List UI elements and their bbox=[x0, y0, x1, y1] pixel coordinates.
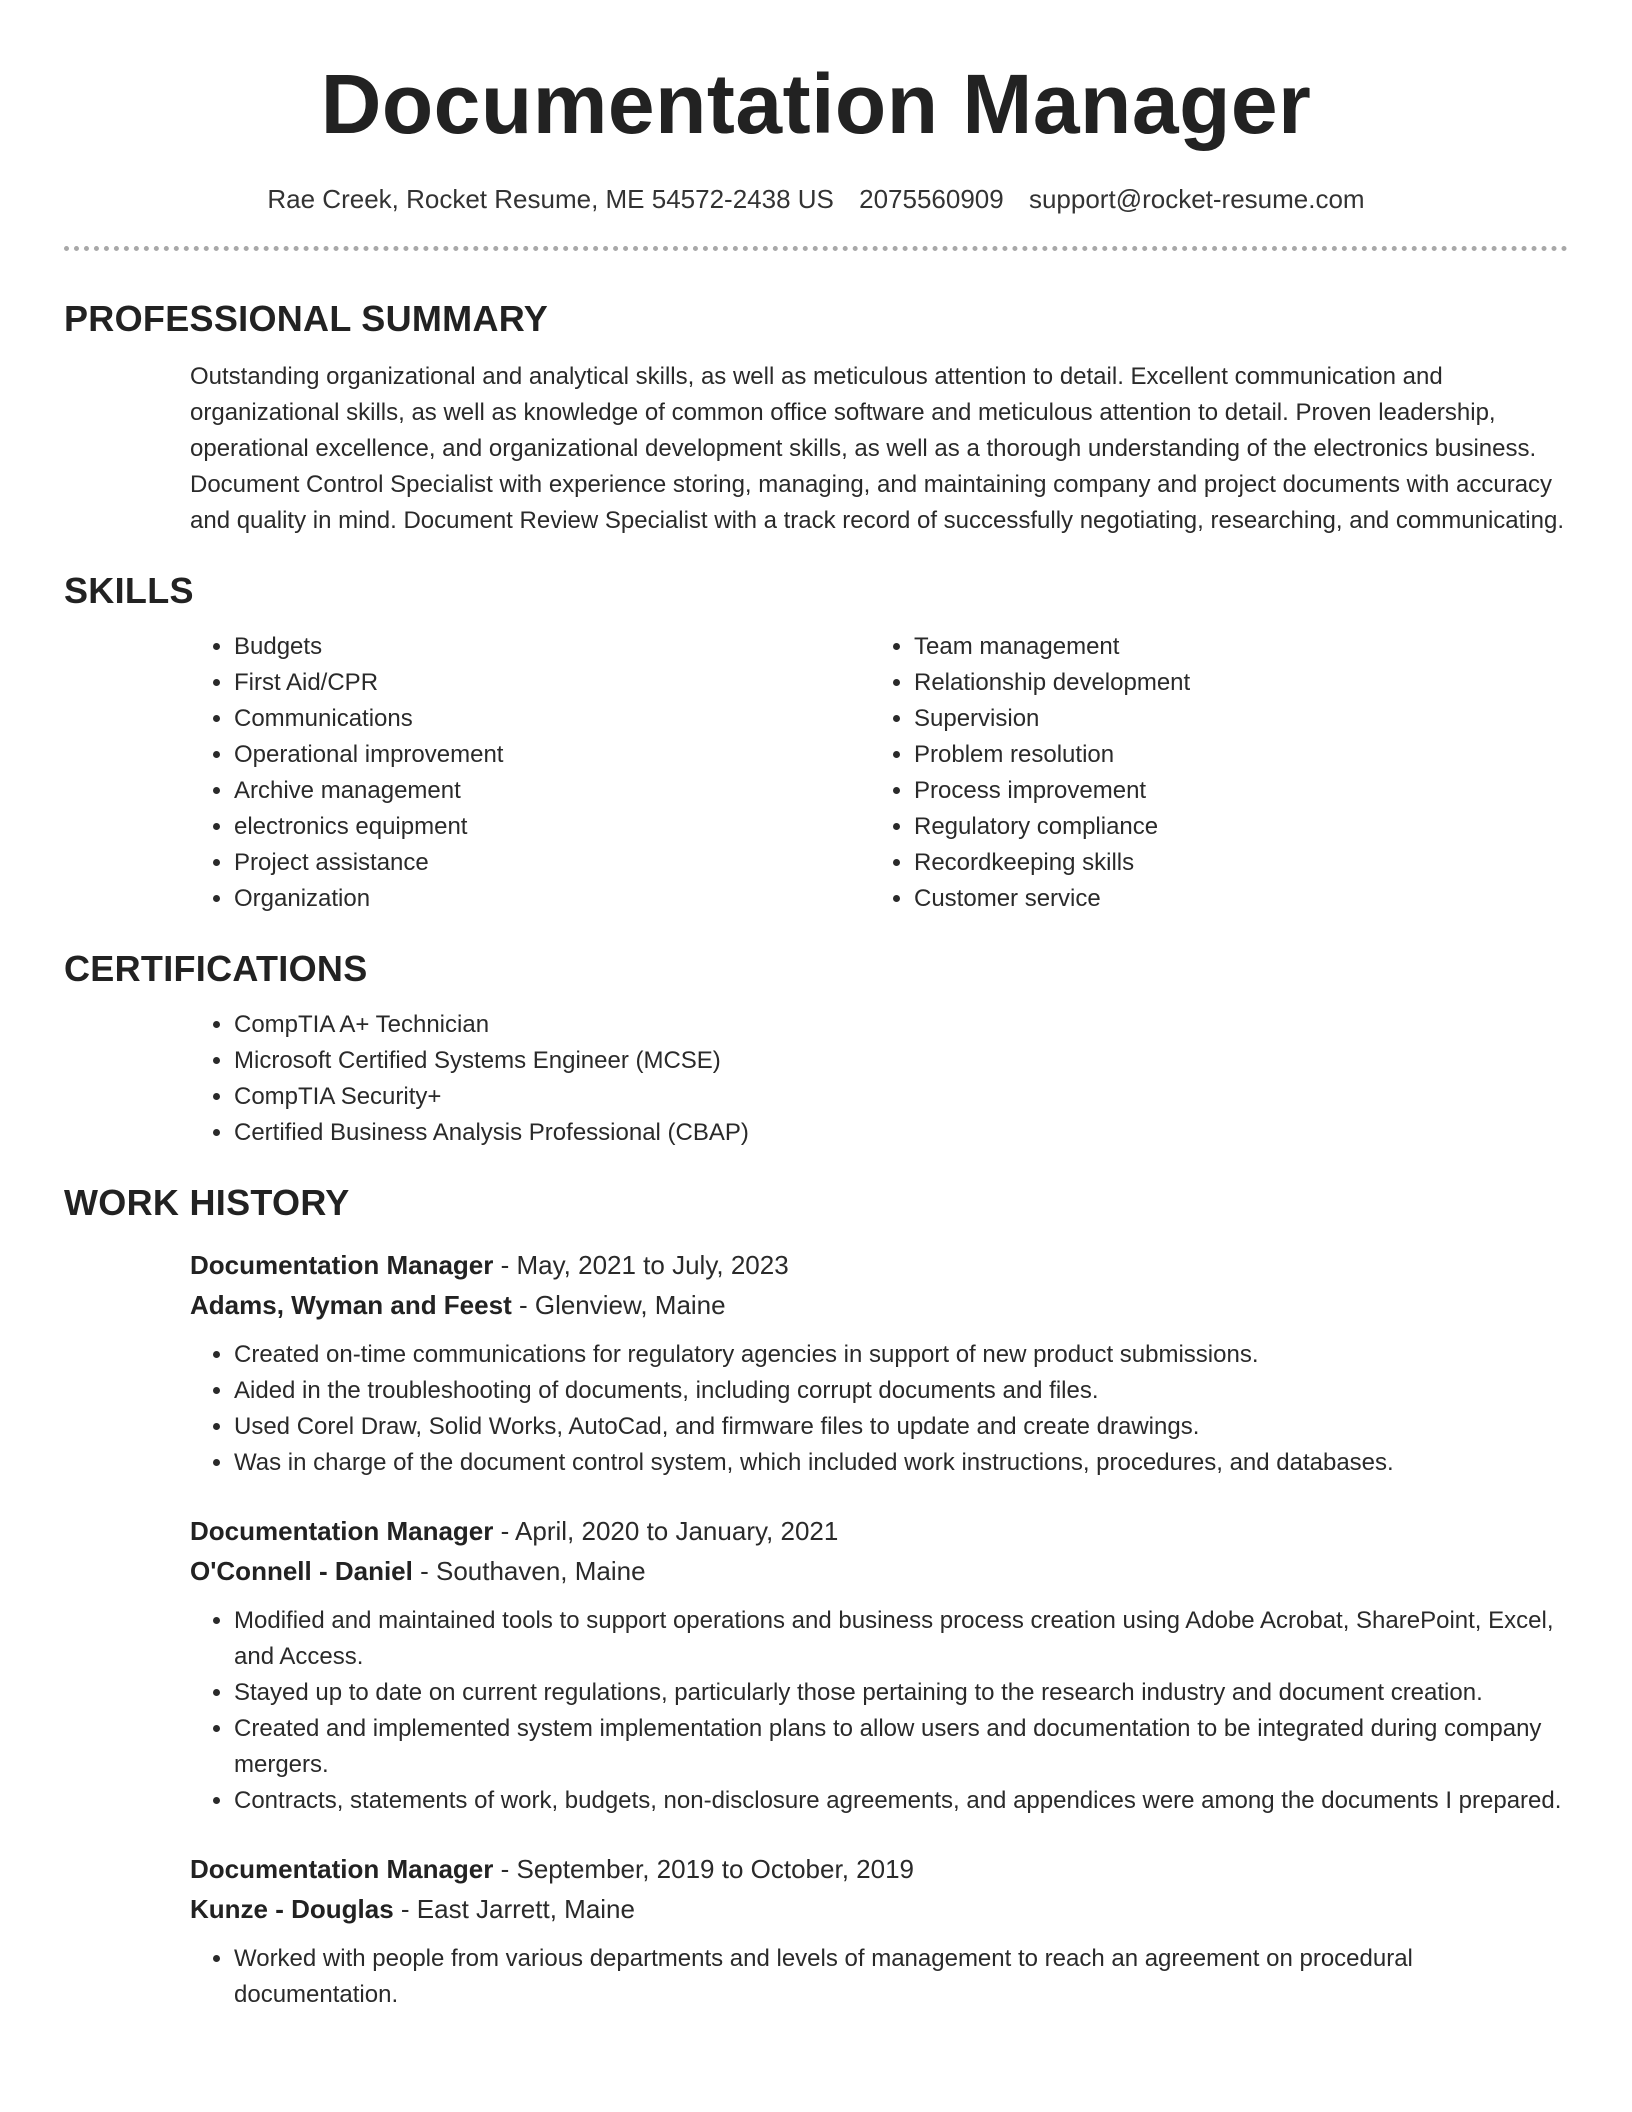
certification-item: • CompTIA A+ Technician bbox=[234, 1007, 1566, 1043]
skills-grid bbox=[190, 629, 1566, 917]
job-bullet: • Created on-time communications for regulatory agencies in support of new product submissions. bbox=[234, 1337, 1566, 1373]
job-dates: - September, 2019 to October, 2019 bbox=[493, 1854, 914, 1884]
skills-section bbox=[0, 567, 1632, 917]
job-company-line bbox=[190, 1889, 1566, 1929]
summary-heading: PROFESSIONAL SUMMARY bbox=[64, 298, 549, 339]
job-company: Kunze - Douglas bbox=[190, 1894, 394, 1924]
resume-header bbox=[0, 0, 1632, 216]
job-entry bbox=[190, 1511, 1566, 1819]
job-entry bbox=[190, 1849, 1566, 2013]
skill-item: • Project assistance bbox=[234, 845, 870, 881]
skill-item: • Relationship development bbox=[914, 665, 1550, 701]
job-title-line bbox=[190, 1511, 1566, 1551]
job-role: Documentation Manager bbox=[190, 1516, 494, 1546]
job-title-line bbox=[190, 1245, 1566, 1285]
job-title-line bbox=[190, 1849, 1566, 1889]
certification-item: • Certified Business Analysis Professional (CBAP) bbox=[234, 1115, 1566, 1151]
contact-email: support@rocket-resume.com bbox=[1028, 184, 1365, 214]
skill-item: • Process improvement bbox=[914, 773, 1550, 809]
job-role: Documentation Manager bbox=[190, 1250, 494, 1280]
skill-item: • First Aid/CPR bbox=[234, 665, 870, 701]
job-company-line bbox=[190, 1285, 1566, 1325]
skills-column-left bbox=[190, 629, 870, 917]
job-bullets bbox=[190, 1941, 1566, 2013]
job-bullet: • Worked with people from various departments and levels of management to reach an agreement on procedural documentation. bbox=[234, 1941, 1566, 2013]
job-bullet: • Created and implemented system implementation plans to allow users and documentation to be integrated during company mergers. bbox=[234, 1711, 1566, 1783]
skill-item: • Recordkeeping skills bbox=[914, 845, 1550, 881]
skills-column-right bbox=[870, 629, 1550, 917]
job-entry bbox=[190, 1245, 1566, 1481]
certifications-list bbox=[190, 1007, 1566, 1151]
work-history-heading: WORK HISTORY bbox=[64, 1182, 350, 1223]
skill-item: • Team management bbox=[914, 629, 1550, 665]
job-company: Adams, Wyman and Feest bbox=[190, 1290, 512, 1320]
job-location: - Southaven, Maine bbox=[412, 1556, 646, 1586]
skill-item: • electronics equipment bbox=[234, 809, 870, 845]
skill-item: • Regulatory compliance bbox=[914, 809, 1550, 845]
candidate-name: Documentation Manager bbox=[320, 57, 1312, 151]
skill-item: • Organization bbox=[234, 881, 870, 917]
job-bullet: • Used Corel Draw, Solid Works, AutoCad, and firmware files to update and create drawings. bbox=[234, 1409, 1566, 1445]
job-location: - East Jarrett, Maine bbox=[393, 1894, 635, 1924]
job-company-line bbox=[190, 1551, 1566, 1591]
skill-item: • Customer service bbox=[914, 881, 1550, 917]
header-divider bbox=[64, 246, 1568, 251]
contact-phone: 2075560909 bbox=[859, 184, 1004, 214]
job-bullet: • Was in charge of the document control system, which included work instructions, procedures, and databases. bbox=[234, 1445, 1566, 1481]
skill-item: • Communications bbox=[234, 701, 870, 737]
skill-item: • Operational improvement bbox=[234, 737, 870, 773]
job-bullet: • Aided in the troubleshooting of documents, including corrupt documents and files. bbox=[234, 1373, 1566, 1409]
skill-item: • Budgets bbox=[234, 629, 870, 665]
job-bullets bbox=[190, 1603, 1566, 1819]
job-company: O'Connell - Daniel bbox=[190, 1556, 413, 1586]
skill-item: • Archive management bbox=[234, 773, 870, 809]
job-location: - Glenview, Maine bbox=[511, 1290, 726, 1320]
work-history-section bbox=[0, 1179, 1632, 2013]
job-bullet: • Stayed up to date on current regulations, particularly those pertaining to the research industry and document creation. bbox=[234, 1675, 1566, 1711]
skill-item: • Supervision bbox=[914, 701, 1550, 737]
summary-section bbox=[0, 295, 1632, 539]
summary-text: Outstanding organizational and analytical skills, as well as meticulous attention to detail. Excellent communication and organizational skills, as well as knowledge of common office software and meticulous attention to detail. Proven leadership, operational excellence, and organizational development skills, as well as a thorough understanding of the electronics business. Document Control Specialist with experience storing, managing, and maintaining company and project documents with accuracy and quality in mind. Document Review Specialist with a track record of successfully negotiating, researching, and communicating. bbox=[190, 363, 1564, 534]
job-dates: - April, 2020 to January, 2021 bbox=[493, 1516, 839, 1546]
job-bullet: • Modified and maintained tools to support operations and business process creation using Adobe Acrobat, SharePoint, Excel, and Access. bbox=[234, 1603, 1566, 1675]
job-bullets bbox=[190, 1337, 1566, 1481]
certification-item: • CompTIA Security+ bbox=[234, 1079, 1566, 1115]
contact-address: Rae Creek, Rocket Resume, ME 54572-2438 US bbox=[267, 184, 834, 214]
job-bullet: • Contracts, statements of work, budgets, non-disclosure agreements, and appendices were among the documents I prepared. bbox=[234, 1783, 1566, 1819]
certification-item: • Microsoft Certified Systems Engineer (MCSE) bbox=[234, 1043, 1566, 1079]
job-dates: - May, 2021 to July, 2023 bbox=[493, 1250, 789, 1280]
certifications-heading: CERTIFICATIONS bbox=[64, 948, 368, 989]
skills-heading: SKILLS bbox=[64, 570, 194, 611]
certifications-section bbox=[0, 945, 1632, 1151]
job-role: Documentation Manager bbox=[190, 1854, 494, 1884]
contact-line bbox=[0, 182, 1632, 216]
skill-item: • Problem resolution bbox=[914, 737, 1550, 773]
